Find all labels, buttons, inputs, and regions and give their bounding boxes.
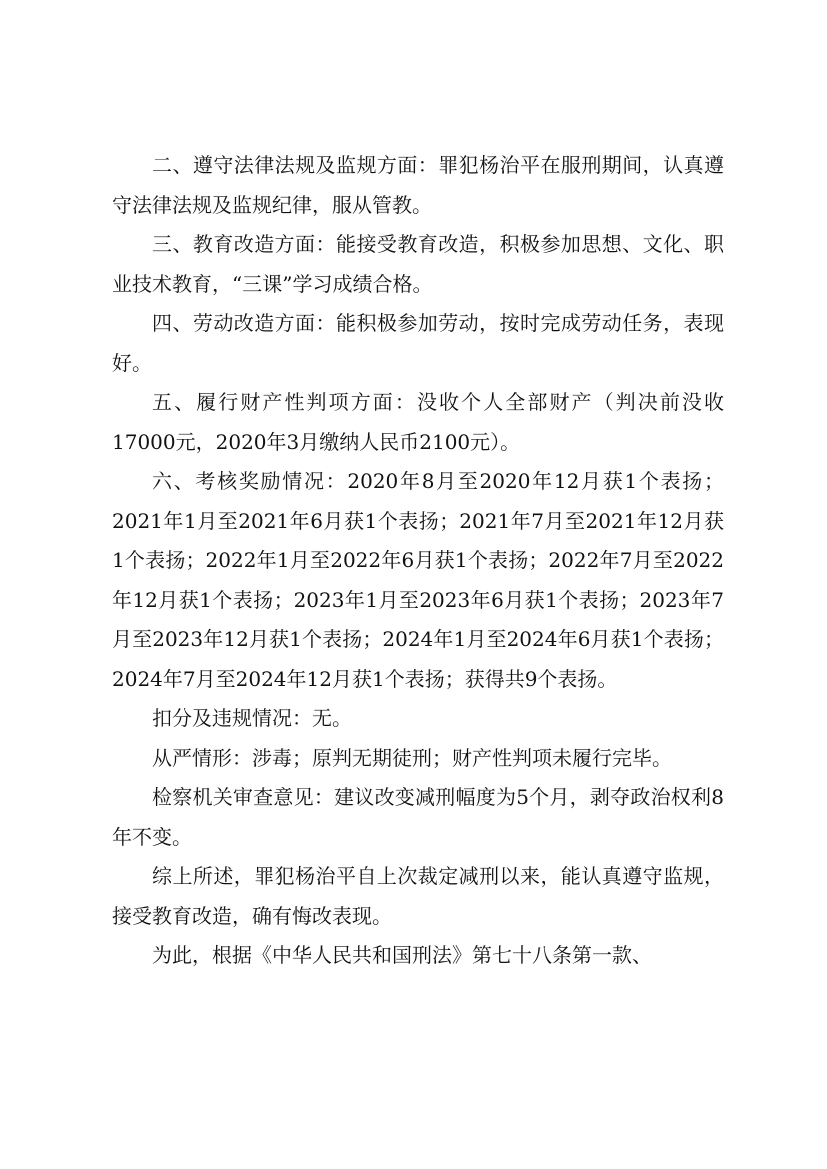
paragraph-labor-reform: 四、劳动改造方面：能积极参加劳动，按时完成劳动任务，表现好。 <box>112 311 724 375</box>
paragraph-deductions: 扣分及违规情况：无。 <box>152 706 352 730</box>
paragraph-strict-circumstances: 从严情形：涉毒；原判无期徒刑；财产性判项未履行完毕。 <box>152 745 672 770</box>
paragraph-property-judgment: 五、履行财产性判项方面：没收个人全部财产（判决前没收17000元，2020年3月缴纳人民币2100元）。 <box>112 390 724 454</box>
paragraph-awards: 六、考核奖励情况：2020年8月至2020年12月获1个表扬；2021年1月至2021年6月获1个表扬；2021年7月至2021年12月获1个表扬；2022年1月至2022年6月获1个表扬；2022年7月至2022年12月获1个表扬；2023年1月至2023年6月获1个表扬；2023年7月至2023年12月获1个表扬；2024年1月至2024年6月获1个表扬；2024年7月至2024年12月获1个表扬；获得共9个表扬。 <box>112 469 724 691</box>
paragraph-law-compliance: 二、遵守法律法规及监规方面：罪犯杨治平在服刑期间，认真遵守法律法规及监规纪律，服从管教。 <box>112 153 724 217</box>
paragraph-legal-basis: 为此，根据《中华人民共和国刑法》第七十八条第一款、 <box>152 943 652 967</box>
paragraph-procuratorate-opinion: 检察机关审查意见：建议改变减刑幅度为5个月，剥夺政治权利8年不变。 <box>112 785 724 849</box>
paragraph-summary: 综上所述，罪犯杨治平自上次裁定减刑以来，能认真遵守监规，接受教育改造，确有悔改表现。 <box>112 864 724 928</box>
paragraph-education-reform: 三、教育改造方面：能接受教育改造，积极参加思想、文化、职业技术教育，“三课”学习成绩合格。 <box>112 232 724 296</box>
document-body <box>112 146 724 976</box>
